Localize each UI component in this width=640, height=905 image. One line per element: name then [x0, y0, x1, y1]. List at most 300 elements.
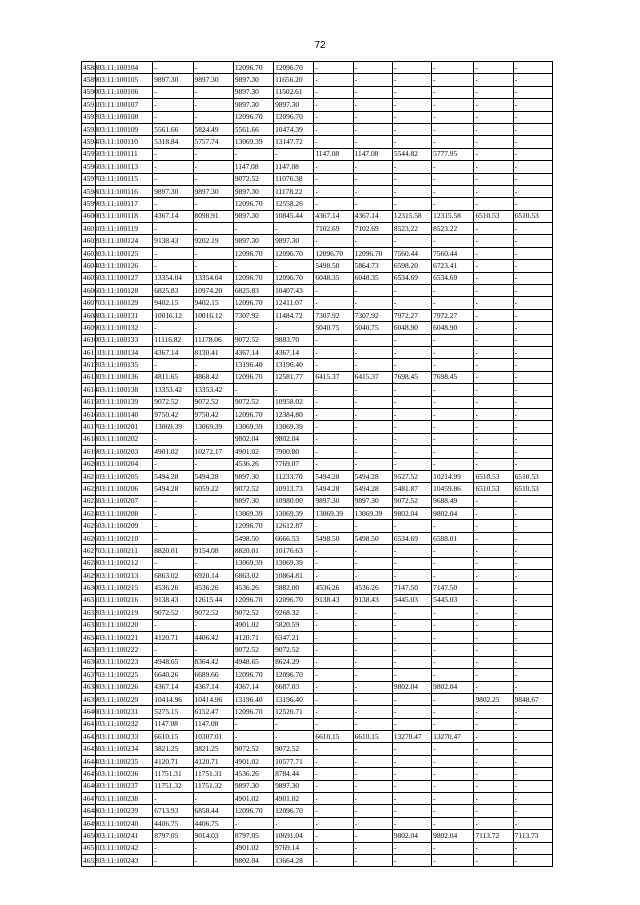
value-cell: 8820.01 — [233, 545, 273, 557]
value-cell: - — [193, 148, 233, 160]
value-cell: 12096.70 — [233, 198, 273, 210]
value-cell: 12096.70 — [233, 111, 273, 123]
value-cell: - — [432, 842, 474, 854]
value-cell: - — [513, 62, 552, 74]
value-cell: 9802.04 — [233, 433, 273, 445]
row-index-cell: 4604 — [82, 260, 96, 272]
code-cell: 03:11:100208 — [96, 508, 153, 520]
table-row — [82, 235, 553, 247]
table-row — [82, 706, 553, 718]
value-cell: - — [392, 805, 431, 817]
value-cell: 1147.08 — [314, 148, 353, 160]
value-cell: - — [314, 793, 353, 805]
value-cell: - — [392, 570, 431, 582]
code-cell: 03:11:100111 — [96, 148, 153, 160]
row-index-cell: 4610 — [82, 334, 96, 346]
table-row — [82, 285, 553, 297]
value-cell: - — [314, 545, 353, 557]
value-cell: 10016.12 — [153, 309, 193, 321]
code-cell: 03:11:100131 — [96, 309, 153, 321]
value-cell: 5445.03 — [432, 594, 474, 606]
value-cell: - — [392, 718, 431, 730]
value-cell: - — [474, 346, 513, 358]
value-cell: - — [513, 718, 552, 730]
value-cell: - — [233, 322, 273, 334]
value-cell: 6048.35 — [314, 272, 353, 284]
value-cell: - — [392, 408, 431, 420]
value-cell: 4120.71 — [153, 755, 193, 767]
value-cell: - — [353, 743, 392, 755]
value-cell: - — [193, 161, 233, 173]
value-cell: - — [392, 185, 431, 197]
code-cell: 03:11:100203 — [96, 446, 153, 458]
value-cell: 4367.14 — [233, 681, 273, 693]
value-cell: - — [432, 297, 474, 309]
value-cell: - — [474, 805, 513, 817]
value-cell: 6510.53 — [513, 470, 552, 482]
value-cell: 6825.83 — [153, 285, 193, 297]
table-row — [82, 545, 553, 557]
code-cell: 03:11:100225 — [96, 669, 153, 681]
value-cell: - — [314, 62, 353, 74]
value-cell: - — [432, 631, 474, 643]
row-index-cell: 4597 — [82, 173, 96, 185]
value-cell: 5494.28 — [153, 470, 193, 482]
value-cell: 13354.04 — [153, 272, 193, 284]
value-cell: - — [432, 285, 474, 297]
table-body — [82, 62, 553, 867]
value-cell: - — [474, 260, 513, 272]
value-cell: 9802.04 — [274, 433, 314, 445]
value-cell: 4536.26 — [193, 582, 233, 594]
value-cell: 9402.15 — [153, 297, 193, 309]
value-cell: - — [193, 842, 233, 854]
value-cell: 5544.82 — [392, 148, 431, 160]
value-cell: - — [153, 557, 193, 569]
value-cell: 6415.37 — [314, 371, 353, 383]
value-cell: 11178.22 — [274, 185, 314, 197]
value-cell: 7560.44 — [392, 247, 431, 259]
value-cell: 7102.69 — [314, 223, 353, 235]
value-cell: 11484.72 — [274, 309, 314, 321]
value-cell: 9688.49 — [432, 495, 474, 507]
value-cell: 9072.52 — [233, 607, 273, 619]
table-row — [82, 644, 553, 656]
value-cell: - — [474, 731, 513, 743]
value-cell: - — [153, 86, 193, 98]
value-cell: - — [193, 458, 233, 470]
value-cell: - — [513, 198, 552, 210]
table-row — [82, 855, 553, 867]
value-cell: - — [513, 743, 552, 755]
value-cell: 13664.28 — [274, 855, 314, 867]
value-cell: - — [474, 644, 513, 656]
value-cell: - — [432, 173, 474, 185]
code-cell: 03:11:100231 — [96, 706, 153, 718]
code-cell: 03:11:100206 — [96, 483, 153, 495]
value-cell: 9014.03 — [193, 830, 233, 842]
value-cell: - — [392, 842, 431, 854]
value-cell: 12612.87 — [274, 520, 314, 532]
value-cell: - — [513, 755, 552, 767]
value-cell: - — [474, 161, 513, 173]
value-cell: 9138.43 — [153, 235, 193, 247]
value-cell: - — [392, 656, 431, 668]
value-cell: - — [432, 346, 474, 358]
row-index-cell: 4629 — [82, 570, 96, 582]
value-cell: - — [432, 545, 474, 557]
value-cell: - — [193, 86, 233, 98]
value-cell: 6610.15 — [353, 731, 392, 743]
value-cell: - — [474, 669, 513, 681]
value-cell: - — [513, 86, 552, 98]
value-cell: - — [353, 681, 392, 693]
value-cell: 13354.04 — [193, 272, 233, 284]
value-cell: 1147.08 — [193, 718, 233, 730]
value-cell: - — [432, 607, 474, 619]
value-cell: 9897.30 — [274, 235, 314, 247]
value-cell: 9402.15 — [193, 297, 233, 309]
value-cell: - — [392, 99, 431, 111]
value-cell: 13196.40 — [233, 359, 273, 371]
value-cell: - — [353, 446, 392, 458]
code-cell: 03:11:100233 — [96, 731, 153, 743]
value-cell: - — [153, 173, 193, 185]
value-cell: 4367.14 — [274, 346, 314, 358]
value-cell: - — [432, 123, 474, 135]
value-cell: - — [513, 247, 552, 259]
value-cell: 9072.52 — [233, 483, 273, 495]
value-cell: 5498.50 — [314, 532, 353, 544]
table-row — [82, 669, 553, 681]
value-cell: 6610.15 — [314, 731, 353, 743]
value-cell: - — [392, 631, 431, 643]
table-row — [82, 359, 553, 371]
value-cell: 8820.01 — [153, 545, 193, 557]
value-cell: - — [474, 408, 513, 420]
value-cell: - — [474, 495, 513, 507]
value-cell: 9897.30 — [233, 780, 273, 792]
value-cell: - — [353, 136, 392, 148]
value-cell: - — [432, 693, 474, 705]
value-cell: - — [314, 173, 353, 185]
value-cell: 4901.02 — [233, 793, 273, 805]
value-cell: - — [353, 297, 392, 309]
value-cell: - — [153, 855, 193, 867]
code-cell: 03:11:100216 — [96, 594, 153, 606]
row-index-cell: 4591 — [82, 99, 96, 111]
value-cell: - — [513, 619, 552, 631]
value-cell: - — [353, 830, 392, 842]
code-cell: 03:11:100204 — [96, 458, 153, 470]
value-cell: - — [274, 718, 314, 730]
value-cell: 6920.14 — [193, 570, 233, 582]
value-cell: - — [474, 297, 513, 309]
value-cell: 5864.73 — [353, 260, 392, 272]
value-cell: - — [314, 718, 353, 730]
code-cell: 03:11:100106 — [96, 86, 153, 98]
value-cell: 10691.04 — [274, 830, 314, 842]
value-cell: - — [513, 346, 552, 358]
value-cell: - — [513, 334, 552, 346]
row-index-cell: 4616 — [82, 408, 96, 420]
value-cell: - — [314, 123, 353, 135]
row-index-cell: 4641 — [82, 718, 96, 730]
value-cell: - — [193, 99, 233, 111]
value-cell: - — [432, 780, 474, 792]
table-row — [82, 198, 553, 210]
value-cell: - — [392, 62, 431, 74]
row-index-cell: 4588 — [82, 62, 96, 74]
table-row — [82, 346, 553, 358]
value-cell: - — [153, 644, 193, 656]
value-cell: 10407.43 — [274, 285, 314, 297]
value-cell: - — [353, 570, 392, 582]
value-cell: - — [193, 532, 233, 544]
value-cell: - — [233, 731, 273, 743]
value-cell: 13069.39 — [233, 136, 273, 148]
value-cell: - — [474, 557, 513, 569]
value-cell: 9897.30 — [233, 495, 273, 507]
row-index-cell: 4607 — [82, 297, 96, 309]
value-cell: - — [513, 855, 552, 867]
table-row — [82, 371, 553, 383]
value-cell: 12615.44 — [193, 594, 233, 606]
row-index-cell: 4601 — [82, 223, 96, 235]
value-cell: - — [432, 99, 474, 111]
table-row — [82, 718, 553, 730]
value-cell: 12096.70 — [233, 62, 273, 74]
value-cell: 4948.65 — [153, 656, 193, 668]
value-cell: - — [392, 817, 431, 829]
value-cell: - — [432, 793, 474, 805]
value-cell: 11751.32 — [153, 780, 193, 792]
value-cell: - — [474, 681, 513, 693]
value-cell: - — [392, 346, 431, 358]
row-index-cell: 4646 — [82, 780, 96, 792]
value-cell: 10414.96 — [193, 693, 233, 705]
value-cell: - — [432, 520, 474, 532]
code-cell: 03:11:100117 — [96, 198, 153, 210]
code-cell: 03:11:100211 — [96, 545, 153, 557]
value-cell: 9072.52 — [193, 607, 233, 619]
value-cell: - — [474, 334, 513, 346]
value-cell: - — [193, 359, 233, 371]
value-cell: - — [474, 384, 513, 396]
value-cell: - — [432, 446, 474, 458]
row-index-cell: 4633 — [82, 619, 96, 631]
value-cell: - — [392, 557, 431, 569]
value-cell: 9883.70 — [274, 334, 314, 346]
table-row — [82, 99, 553, 111]
value-cell: 9897.30 — [193, 74, 233, 86]
value-cell: - — [474, 99, 513, 111]
value-cell: - — [353, 706, 392, 718]
value-cell: - — [432, 855, 474, 867]
value-cell: 4948.65 — [233, 656, 273, 668]
value-cell: - — [513, 780, 552, 792]
value-cell: - — [392, 136, 431, 148]
value-cell: 13069.39 — [233, 557, 273, 569]
table-row — [82, 433, 553, 445]
value-cell: 12096.70 — [233, 247, 273, 259]
value-cell: - — [353, 842, 392, 854]
value-cell: - — [474, 545, 513, 557]
code-cell: 03:11:100232 — [96, 718, 153, 730]
value-cell: 9802.04 — [233, 855, 273, 867]
value-cell: 10974.20 — [193, 285, 233, 297]
value-cell: - — [353, 669, 392, 681]
value-cell: 4901.02 — [233, 842, 273, 854]
value-cell: 6640.26 — [153, 669, 193, 681]
row-index-cell: 4594 — [82, 136, 96, 148]
value-cell: 13196.40 — [274, 693, 314, 705]
value-cell: 9138.43 — [353, 594, 392, 606]
value-cell: 11233.70 — [274, 470, 314, 482]
value-cell: - — [513, 805, 552, 817]
row-index-cell: 4651 — [82, 842, 96, 854]
value-cell: - — [233, 260, 273, 272]
value-cell: - — [474, 817, 513, 829]
value-cell: - — [353, 433, 392, 445]
value-cell: 6510.53 — [474, 470, 513, 482]
table-row — [82, 421, 553, 433]
value-cell: - — [432, 185, 474, 197]
value-cell: 7147.50 — [392, 582, 431, 594]
value-cell: - — [353, 408, 392, 420]
value-cell: 9802.04 — [432, 681, 474, 693]
table-row — [82, 322, 553, 334]
table-row — [82, 334, 553, 346]
value-cell: 9848.67 — [513, 693, 552, 705]
value-cell: - — [353, 458, 392, 470]
value-cell: 11751.31 — [193, 768, 233, 780]
value-cell: 5494.28 — [193, 470, 233, 482]
value-cell: - — [474, 421, 513, 433]
row-index-cell: 4603 — [82, 247, 96, 259]
row-index-cell: 4605 — [82, 272, 96, 284]
row-index-cell: 4589 — [82, 74, 96, 86]
row-index-cell: 4631 — [82, 594, 96, 606]
value-cell: 5494.28 — [353, 470, 392, 482]
row-index-cell: 4624 — [82, 508, 96, 520]
value-cell: - — [432, 768, 474, 780]
code-cell: 03:11:100212 — [96, 557, 153, 569]
table-row — [82, 458, 553, 470]
value-cell: 13069.39 — [153, 421, 193, 433]
value-cell: 5040.75 — [314, 322, 353, 334]
value-cell: - — [474, 718, 513, 730]
row-index-cell: 4642 — [82, 731, 96, 743]
value-cell: 10474.39 — [274, 123, 314, 135]
value-cell: - — [314, 111, 353, 123]
value-cell: 4536.26 — [353, 582, 392, 594]
value-cell: - — [432, 111, 474, 123]
code-cell: 03:11:100237 — [96, 780, 153, 792]
value-cell: - — [314, 346, 353, 358]
value-cell: - — [233, 384, 273, 396]
table-row — [82, 793, 553, 805]
value-cell: - — [432, 136, 474, 148]
value-cell: 6510.53 — [474, 210, 513, 222]
row-index-cell: 4637 — [82, 669, 96, 681]
value-cell: - — [153, 198, 193, 210]
value-cell: 12096.70 — [314, 247, 353, 259]
code-cell: 03:11:100108 — [96, 111, 153, 123]
table-row — [82, 62, 553, 74]
code-cell: 03:11:100219 — [96, 607, 153, 619]
table-row — [82, 297, 553, 309]
code-cell: 03:11:100119 — [96, 223, 153, 235]
value-cell: - — [513, 371, 552, 383]
value-cell: - — [314, 433, 353, 445]
value-cell: - — [274, 148, 314, 160]
value-cell: - — [513, 99, 552, 111]
value-cell: - — [513, 161, 552, 173]
value-cell: 9897.30 — [233, 86, 273, 98]
code-cell: 03:11:100235 — [96, 755, 153, 767]
table-row — [82, 210, 553, 222]
value-cell: 5561.66 — [233, 123, 273, 135]
value-cell: 7769.07 — [274, 458, 314, 470]
row-index-cell: 4622 — [82, 483, 96, 495]
value-cell: - — [432, 458, 474, 470]
value-cell: - — [474, 198, 513, 210]
value-cell: - — [474, 607, 513, 619]
value-cell: 9897.30 — [153, 74, 193, 86]
value-cell: 9072.52 — [233, 396, 273, 408]
value-cell: 6666.53 — [274, 532, 314, 544]
value-cell: - — [153, 260, 193, 272]
value-cell: 9750.42 — [193, 408, 233, 420]
value-cell: - — [474, 396, 513, 408]
value-cell: - — [233, 718, 273, 730]
value-cell: 6825.83 — [233, 285, 273, 297]
value-cell: - — [513, 557, 552, 569]
value-cell: 5494.28 — [314, 483, 353, 495]
value-cell: - — [353, 421, 392, 433]
value-cell: - — [513, 173, 552, 185]
value-cell: 4536.26 — [153, 582, 193, 594]
value-cell: - — [274, 731, 314, 743]
value-cell: 12096.70 — [353, 247, 392, 259]
table-row — [82, 408, 553, 420]
table-row — [82, 594, 553, 606]
value-cell: 9072.52 — [392, 495, 431, 507]
value-cell: 5494.28 — [153, 483, 193, 495]
value-cell: - — [353, 855, 392, 867]
table-row — [82, 520, 553, 532]
value-cell: - — [432, 755, 474, 767]
value-cell: - — [314, 669, 353, 681]
value-cell: - — [353, 346, 392, 358]
value-cell: - — [193, 495, 233, 507]
value-cell: 12096.70 — [274, 272, 314, 284]
code-cell: 03:11:100132 — [96, 322, 153, 334]
value-cell: 10845.44 — [274, 210, 314, 222]
value-cell: 10577.71 — [274, 755, 314, 767]
value-cell: 12096.70 — [274, 62, 314, 74]
value-cell: 4120.71 — [193, 755, 233, 767]
value-cell: - — [513, 508, 552, 520]
table-row — [82, 148, 553, 160]
row-index-cell: 4627 — [82, 545, 96, 557]
value-cell: - — [314, 520, 353, 532]
value-cell: - — [353, 656, 392, 668]
value-cell: - — [353, 644, 392, 656]
value-cell: - — [274, 260, 314, 272]
value-cell: 5481.87 — [392, 483, 431, 495]
